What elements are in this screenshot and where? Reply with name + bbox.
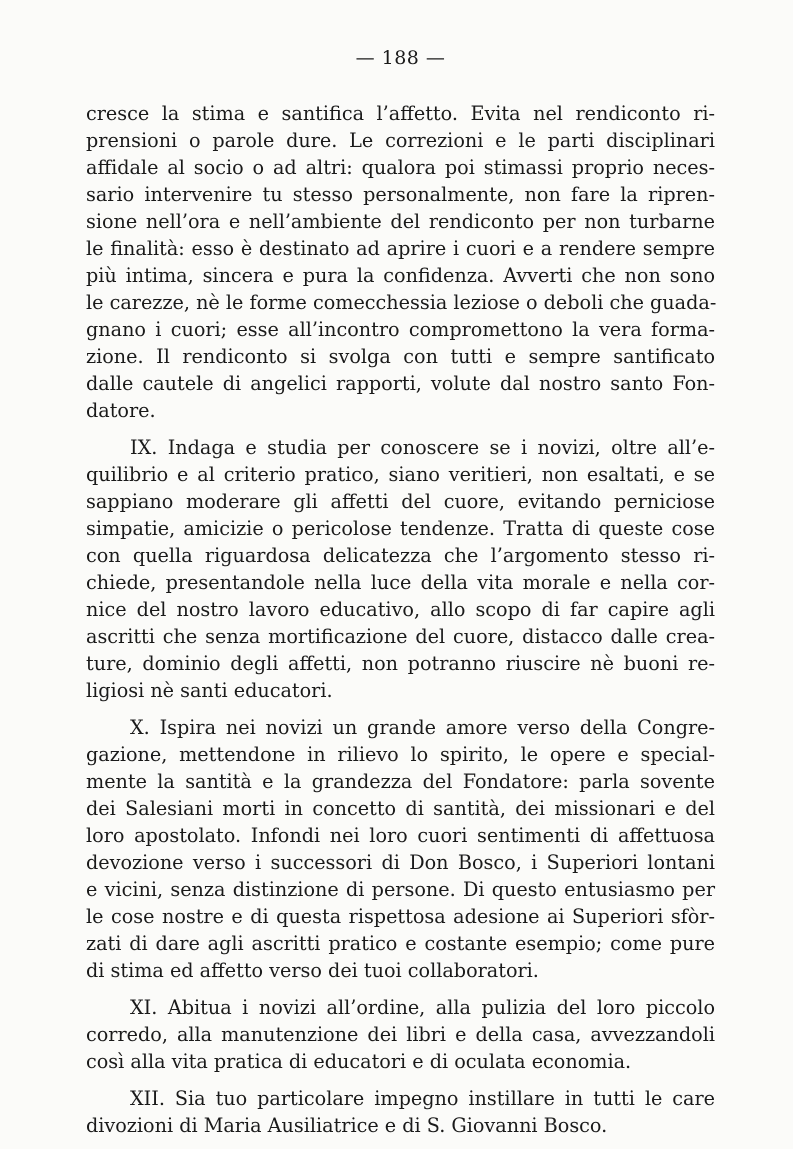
text-line: zati di dare agli ascritti pratico e costante esempio; come pure xyxy=(86,932,715,955)
text-line: sione nell’ora e nell’ambiente del rendiconto per non turbarne xyxy=(86,210,715,233)
text-line: XII. Sia tuo particolare impegno instillare in tutti le care xyxy=(130,1087,715,1110)
text-line: dei Salesiani morti in concetto di santità, dei missionari e del xyxy=(86,797,715,820)
text-line: divozioni di Maria Ausiliatrice e di S. Giovanni Bosco. xyxy=(86,1114,608,1137)
text-line: con quella riguardosa delicatezza che l’argomento stesso ri- xyxy=(86,544,715,567)
text-line: affidale al socio o ad altri: qualora poi stimassi proprio neces- xyxy=(86,156,715,179)
text-line: nice del nostro lavoro educativo, allo scopo di far capire agli xyxy=(86,598,715,621)
text-line: di stima ed affetto verso dei tuoi collaboratori. xyxy=(86,959,539,982)
text-line: ligiosi nè santi educatori. xyxy=(86,679,333,702)
text-line: e vicini, senza distinzione di persone. Di questo entusiasmo per xyxy=(86,878,715,901)
text-line: sario intervenire tu stesso personalmente, non fare la ripren- xyxy=(86,183,715,206)
text-line: loro apostolato. Infondi nei loro cuori sentimenti di affettuosa xyxy=(86,824,715,847)
paragraph xyxy=(86,1085,715,1139)
page-number: — 188 — xyxy=(355,47,446,69)
text-line: chiede, presentandole nella luce della vita morale e nella cor- xyxy=(86,571,715,594)
text-line: le finalità: esso è destinato ad aprire i cuori e a rendere sempre xyxy=(86,237,715,260)
text-line: devozione verso i successori di Don Bosco, i Superiori lontani xyxy=(86,851,715,874)
paragraph xyxy=(86,714,715,984)
text-line: simpatie, amicizie o pericolose tendenze. Tratta di queste cose xyxy=(86,517,715,540)
text-line: gazione, mettendone in rilievo lo spirito, le opere e special- xyxy=(86,743,715,766)
text-line: IX. Indaga e studia per conoscere se i novizi, oltre all’e- xyxy=(130,436,715,459)
text-line: così alla vita pratica di educatori e di oculata economia. xyxy=(86,1050,632,1073)
text-line: le carezze, nè le forme comecchessia leziose o deboli che guada- xyxy=(86,291,717,314)
text-line: quilibrio e al criterio pratico, siano veritieri, non esaltati, e se xyxy=(86,463,715,486)
text-line: prensioni o parole dure. Le correzioni e le parti disciplinari xyxy=(86,129,715,152)
body-text xyxy=(86,100,715,1139)
text-line: sappiano moderare gli affetti del cuore, evitando perniciose xyxy=(86,490,715,513)
text-line: ture, dominio degli affetti, non potranno riuscire nè buoni re- xyxy=(86,652,715,675)
text-line: zione. Il rendiconto si svolga con tutti e sempre santificato xyxy=(86,345,715,368)
paragraph xyxy=(86,434,715,704)
text-line: le cose nostre e di questa rispettosa adesione ai Superiori sfòr- xyxy=(86,905,715,928)
text-line: più intima, sincera e pura la confidenza. Avverti che non sono xyxy=(86,264,715,287)
document-page xyxy=(86,46,715,1149)
text-line: XI. Abitua i novizi all’ordine, alla pulizia del loro piccolo xyxy=(130,996,715,1019)
text-line: mente la santità e la grandezza del Fondatore: parla sovente xyxy=(86,770,715,793)
text-line: cresce la stima e santifica l’affetto. Evita nel rendiconto ri- xyxy=(86,102,715,125)
text-line: ascritti che senza mortificazione del cuore, distacco dalle crea- xyxy=(86,625,715,648)
text-line: datore. xyxy=(86,399,156,422)
text-line: X. Ispira nei novizi un grande amore verso della Congre- xyxy=(130,716,715,739)
text-line: corredo, alla manutenzione dei libri e della casa, avvezzandoli xyxy=(86,1023,715,1046)
text-line: dalle cautele di angelici rapporti, volute dal nostro santo Fon- xyxy=(86,372,715,395)
paragraph xyxy=(86,100,715,424)
paragraph xyxy=(86,994,715,1075)
text-line: gnano i cuori; esse all’incontro compromettono la vera forma- xyxy=(86,318,715,341)
